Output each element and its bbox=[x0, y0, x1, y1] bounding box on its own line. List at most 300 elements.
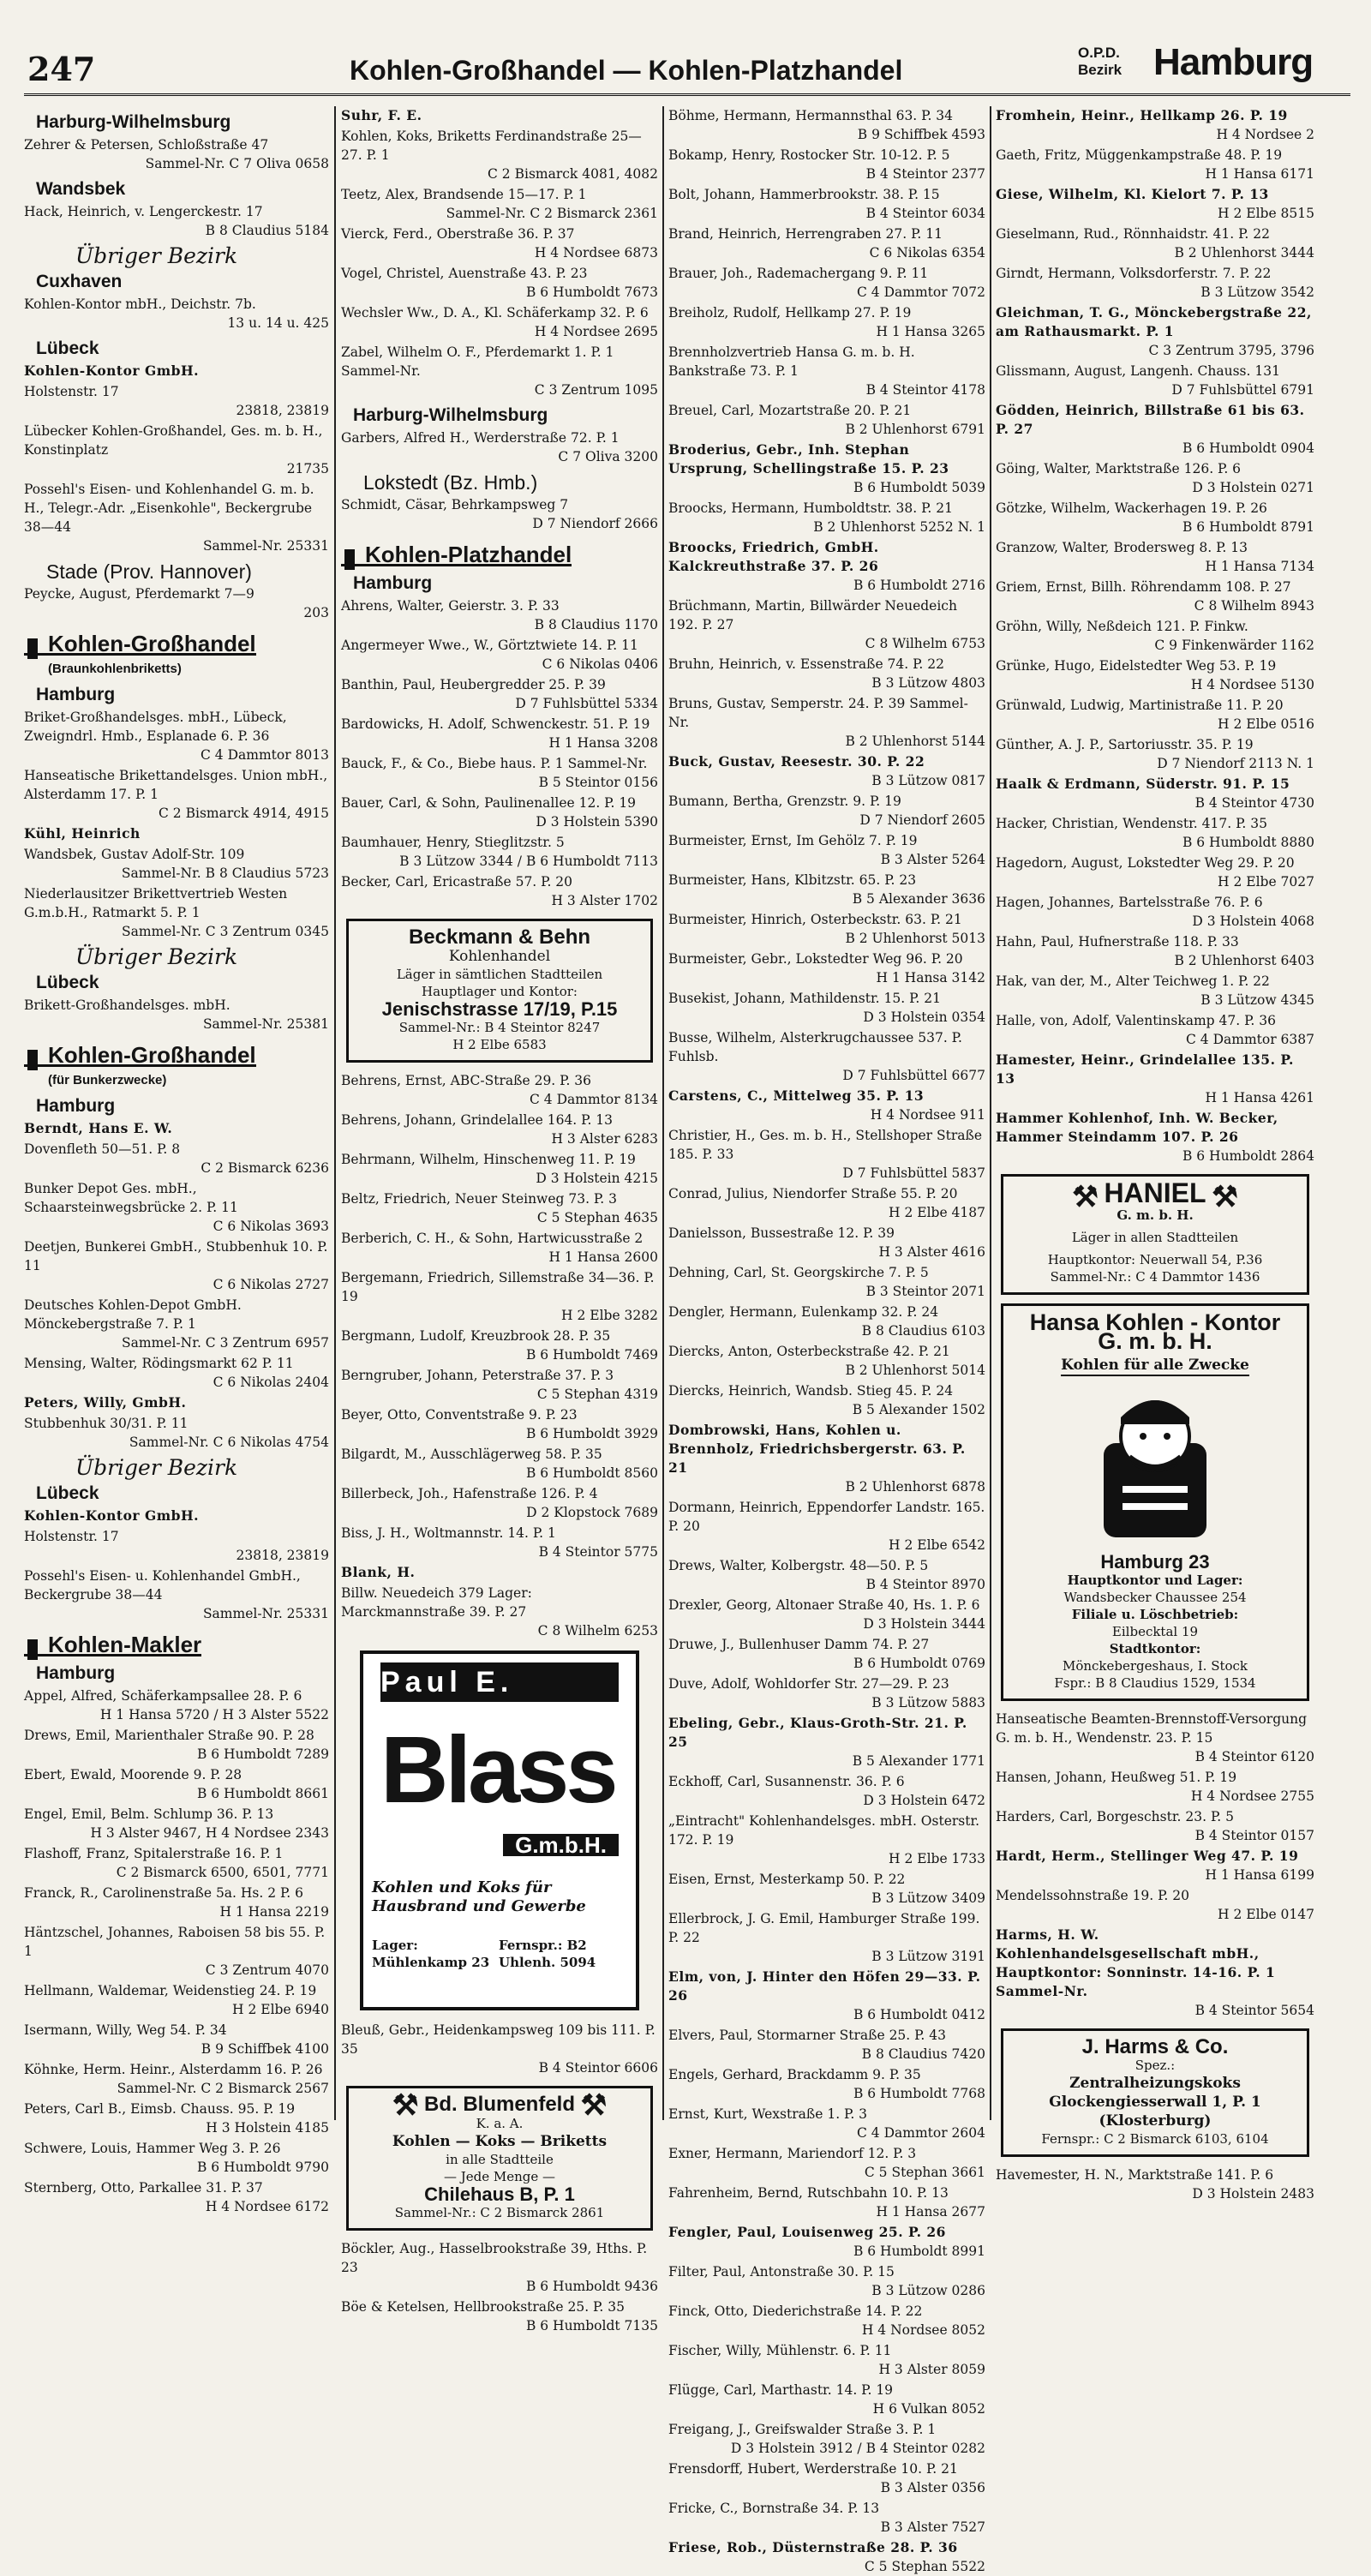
entry-name: Busse, Wilhelm, Alsterkrugchaussee 537. P. Fuhlsb. bbox=[668, 1030, 962, 1064]
entry-phone: C 3 Zentrum 3795, 3796 bbox=[1148, 343, 1314, 358]
entry-name: Haalk & Erdmann, Süderstr. 91. P. 15 bbox=[996, 776, 1290, 792]
entry-phone: B 6 Humboldt 0904 bbox=[1182, 440, 1314, 456]
entry-phone: B 6 Humboldt 7469 bbox=[525, 1347, 658, 1363]
page-header bbox=[24, 34, 1350, 96]
entry-name: Ebeling, Gebr., Klaus-Groth-Str. 21. P. 25 bbox=[668, 1715, 967, 1750]
entry-name: Bergemann, Friedrich, Sillemstraße 34—36. P. 19 bbox=[341, 1270, 655, 1304]
entry-phone: B 5 Alexander 1771 bbox=[852, 1753, 985, 1769]
directory-entry bbox=[24, 1805, 329, 1842]
entry-phone: B 5 Alexander 3636 bbox=[852, 891, 985, 907]
directory-entry bbox=[996, 814, 1314, 852]
entry-phone: D 7 Fuhlsbüttel 5334 bbox=[515, 696, 658, 711]
entry-phone: B 6 Humboldt 2716 bbox=[853, 578, 985, 593]
place-heading: Hamburg bbox=[36, 1096, 116, 1116]
place-heading: Stade (Prov. Hannover) bbox=[46, 560, 252, 583]
entry-name: Eckhoff, Carl, Susannenstr. 36. P. 6 bbox=[668, 1774, 905, 1789]
directory-entry bbox=[341, 1327, 658, 1364]
directory-entry bbox=[668, 185, 985, 223]
entry-phone: C 8 Wilhelm 6253 bbox=[537, 1623, 658, 1638]
directory-entry bbox=[24, 2178, 329, 2216]
entry-name: Deutsches Kohlen-Depot GmbH. Mönckebergstraße 7. P. 1 bbox=[24, 1297, 242, 1332]
place-heading: Lübeck bbox=[36, 973, 99, 992]
directory-entry bbox=[24, 2060, 329, 2098]
place-heading: Hamburg bbox=[353, 573, 433, 593]
directory-entry bbox=[668, 596, 985, 653]
entry-phone: Sammel-Nr. C 7 Oliva 0658 bbox=[145, 156, 329, 171]
directory-entry bbox=[341, 794, 658, 831]
entry-phone: B 2 Uhlenhorst 5014 bbox=[845, 1363, 985, 1378]
directory-entry bbox=[668, 1870, 985, 1908]
entry-phone: B 8 Claudius 1170 bbox=[534, 617, 658, 632]
directory-entry bbox=[341, 636, 658, 674]
entry-name: Bardowicks, H. Adolf, Schwenckestr. 51. P. 19 bbox=[341, 716, 650, 732]
entry-name: Köhnke, Herm. Heinr., Alsterdamm 16. P. 26 bbox=[24, 2062, 323, 2077]
entry-name: Ellerbrock, J. G. Emil, Hamburger Straße 199. P. 22 bbox=[668, 1911, 980, 1945]
entry-name: Girndt, Hermann, Volksdorferstr. 7. P. 22 bbox=[996, 266, 1272, 281]
entry-name: Dehning, Carl, St. Georgskirche 7. P. 5 bbox=[668, 1265, 929, 1280]
entry-name: Behrens, Johann, Grindelallee 164. P. 13 bbox=[341, 1112, 614, 1128]
entry-phone: H 1 Hansa 2677 bbox=[876, 2204, 985, 2220]
entry-phone: D 3 Holstein 4215 bbox=[536, 1171, 658, 1186]
entry-name: Briket-Großhandelsges. mbH., Lübeck, Zweigndrl. Hmb., Esplanade 6. P. 36 bbox=[24, 710, 287, 744]
entry-phone: B 4 Steintor 0157 bbox=[1194, 1827, 1314, 1843]
entry-phone: H 1 Hansa 3265 bbox=[876, 324, 985, 339]
section-heading: Kohlen-Großhandel (Braunkohlenbriketts) bbox=[24, 634, 329, 679]
entry-name: Ernst, Kurt, Wexstraße 1. P. 3 bbox=[668, 2106, 868, 2122]
entry-name: Brauer, Joh., Rademachergang 9. P. 11 bbox=[668, 266, 929, 281]
entry-name: Peycke, August, Pferdemarkt 7—9 bbox=[24, 586, 254, 602]
directory-entry bbox=[668, 2026, 985, 2064]
directory-entry bbox=[996, 106, 1314, 144]
directory-entry bbox=[24, 1393, 329, 1412]
entry-phone: Sammel-Nr. C 6 Nikolas 4754 bbox=[129, 1435, 329, 1450]
entry-phone: 203 bbox=[303, 605, 329, 620]
directory-entry bbox=[668, 1772, 985, 1810]
page-title: Kohlen-Großhandel — Kohlen-Platzhandel bbox=[350, 55, 903, 86]
entry-phone: H 4 Nordsee 2 bbox=[1216, 127, 1314, 142]
directory-entry bbox=[341, 872, 658, 910]
entry-phone: H 2 Elbe 4187 bbox=[889, 1205, 985, 1220]
directory-entry bbox=[996, 1926, 1314, 2020]
directory-entry bbox=[668, 1342, 985, 1380]
entry-phone: H 4 Nordsee 2695 bbox=[534, 324, 658, 339]
entry-name: „Eintracht" Kohlenhandelsges. mbH. Osterstr. 172. P. 19 bbox=[668, 1813, 980, 1848]
page-number: 247 bbox=[27, 50, 96, 88]
directory-entry bbox=[341, 1071, 658, 1109]
entry-name: Hacker, Christian, Wendenstr. 417. P. 35 bbox=[996, 816, 1267, 831]
entry-name: Harders, Carl, Borgeschstr. 23. P. 5 bbox=[996, 1808, 1234, 1824]
entry-name: Bauck, F., & Co., Biebe haus. P. 1 Sammel-Nr. bbox=[341, 756, 648, 771]
entry-name: Vierck, Ferd., Oberstraße 36. P. 37 bbox=[341, 226, 575, 242]
entry-name: Garbers, Alfred H., Werderstraße 72. P. 1 bbox=[341, 430, 620, 446]
entry-name: Angermeyer Wwe., W., Görtztwiete 14. P. 11 bbox=[341, 638, 638, 653]
directory-entry bbox=[668, 2184, 985, 2221]
entry-name: Banthin, Paul, Heubergredder 25. P. 39 bbox=[341, 677, 606, 692]
entry-name: Frensdorff, Hubert, Werderstraße 10. P. 21 bbox=[668, 2461, 958, 2477]
directory-entry bbox=[668, 2341, 985, 2379]
entry-phone: C 4 Dammtor 7072 bbox=[857, 285, 985, 300]
directory-entry bbox=[24, 845, 329, 883]
entry-name: Danielsson, Bussestraße 12. P. 39 bbox=[668, 1225, 895, 1241]
directory-entry bbox=[341, 495, 658, 533]
entry-phone: B 6 Humboldt 7289 bbox=[196, 1746, 329, 1762]
entry-phone: B 4 Steintor 8970 bbox=[865, 1577, 985, 1592]
section-heading: Kohlen-Platzhandel bbox=[341, 545, 658, 567]
directory-entry bbox=[668, 1263, 985, 1301]
directory-entry bbox=[24, 1140, 329, 1177]
entry-name: Kohlen-Kontor GmbH. bbox=[24, 362, 200, 379]
directory-entry bbox=[668, 1714, 985, 1770]
entry-name: Burmeister, Hans, Klbitzstr. 65. P. 23 bbox=[668, 872, 917, 888]
entry-phone: Sammel-Nr. C 3 Zentrum 6957 bbox=[122, 1335, 329, 1351]
directory-entry bbox=[996, 932, 1314, 970]
entry-name: Filter, Paul, Antonstraße 30. P. 15 bbox=[668, 2264, 895, 2279]
entry-name: Berberich, C. H., & Sohn, Hartwicusstraße 2 bbox=[341, 1231, 644, 1246]
entry-name: Appel, Alfred, Schäferkampsallee 28. P. 6 bbox=[24, 1688, 302, 1704]
entry-phone: B 6 Humboldt 8560 bbox=[525, 1465, 658, 1481]
entry-name: Fengler, Paul, Louisenweg 25. P. 26 bbox=[668, 2224, 946, 2240]
region-heading: Übriger Bezirk bbox=[75, 944, 238, 969]
directory-entry bbox=[24, 1237, 329, 1294]
directory-entry bbox=[24, 584, 329, 622]
entry-name: Bunker Depot Ges. mbH., Schaarsteinwegsbrücke 2. P. 11 bbox=[24, 1181, 238, 1215]
entry-phone: B 3 Alster 0356 bbox=[880, 2480, 985, 2495]
entry-phone: D 7 Fuhlsbüttel 5837 bbox=[842, 1165, 985, 1181]
entry-name: Deetjen, Bunkerei GmbH., Stubbenhuk 10. P. 11 bbox=[24, 1239, 328, 1273]
directory-entry bbox=[668, 2302, 985, 2339]
directory-entry bbox=[668, 343, 985, 399]
entry-name: Diercks, Anton, Osterbeckstraße 42. P. 21 bbox=[668, 1344, 950, 1359]
entry-name: Freigang, J., Greifswalder Straße 3. P. 1 bbox=[668, 2422, 937, 2437]
entry-phone: B 2 Uhlenhorst 5013 bbox=[845, 931, 985, 946]
entry-phone: H 4 Nordsee 6172 bbox=[205, 2199, 329, 2214]
directory-entry bbox=[996, 1847, 1314, 1884]
entry-name: Vogel, Christel, Auenstraße 43. P. 23 bbox=[341, 266, 588, 281]
entry-name: Brand, Heinrich, Herrengraben 27. P. 11 bbox=[668, 226, 943, 242]
entry-phone: B 6 Humboldt 7135 bbox=[525, 2317, 658, 2333]
entry-name: Havemester, H. N., Marktstraße 141. P. 6 bbox=[996, 2166, 1274, 2183]
directory-entry bbox=[341, 185, 658, 223]
place-heading: Lokstedt (Bz. Hmb.) bbox=[363, 471, 538, 494]
directory-page bbox=[24, 34, 1350, 2574]
directory-entry bbox=[24, 135, 329, 173]
entry-phone: C 6 Nikolas 2404 bbox=[213, 1375, 329, 1390]
entry-name: Hanseatische Beamten-Brennstoff-Versorgung G. m. b. H., Wendenstr. 23. P. 15 bbox=[996, 1710, 1308, 1746]
city-title: Hamburg bbox=[1153, 41, 1314, 83]
directory-entry bbox=[668, 264, 985, 302]
directory-entry bbox=[668, 1498, 985, 1555]
entry-name: Hagedorn, August, Lokstedter Weg 29. P. 20 bbox=[996, 855, 1295, 871]
entry-name: Flashoff, Franz, Spitalerstraße 16. P. 1 bbox=[24, 1846, 284, 1861]
coal-man-illustration bbox=[1069, 1383, 1241, 1546]
place-heading: Hamburg bbox=[36, 1663, 116, 1683]
entry-phone: C 8 Wilhelm 6753 bbox=[865, 636, 985, 651]
directory-entry bbox=[668, 1909, 985, 1966]
directory-entry bbox=[668, 1556, 985, 1594]
directory-entry bbox=[341, 715, 658, 752]
entry-name: Beyer, Otto, Conventstraße 9. P. 23 bbox=[341, 1407, 578, 1423]
directory-entry bbox=[996, 1051, 1314, 1107]
section-heading: Kohlen-Makler bbox=[24, 1635, 329, 1657]
directory-entry bbox=[996, 459, 1314, 497]
entry-phone: H 1 Hansa 6199 bbox=[1205, 1866, 1314, 1883]
entry-phone: B 3 Lützow 4803 bbox=[871, 675, 985, 691]
entry-name: Gödden, Heinrich, Billstraße 61 bis 63. P. 27 bbox=[996, 402, 1305, 437]
entry-phone: D 3 Holstein 2483 bbox=[1192, 2185, 1314, 2202]
directory-entry bbox=[668, 1184, 985, 1222]
directory-entry bbox=[668, 752, 985, 790]
directory-entry bbox=[24, 884, 329, 941]
entry-phone: Sammel-Nr. B 8 Claudius 5723 bbox=[121, 866, 329, 881]
entry-phone: B 4 Steintor 2377 bbox=[865, 166, 985, 182]
column-divider bbox=[662, 106, 664, 2120]
entry-name: Günther, A. J. P., Sartoriusstr. 35. P. 19 bbox=[996, 737, 1254, 752]
entry-phone: B 3 Lützow 3409 bbox=[871, 1890, 985, 1906]
directory-entry bbox=[341, 1111, 658, 1148]
entry-phone: B 6 Humboldt 9436 bbox=[525, 2278, 658, 2294]
directory-entry bbox=[24, 1923, 329, 1980]
entry-name: Hammer Kohlenhof, Inh. W. Becker, Hammer Steindamm 107. P. 26 bbox=[996, 1110, 1278, 1145]
directory-entry bbox=[668, 1812, 985, 1868]
directory-entry bbox=[668, 989, 985, 1027]
entry-name: Breuel, Carl, Mozartstraße 20. P. 21 bbox=[668, 403, 912, 418]
entry-name: Giese, Wilhelm, Kl. Kielort 7. P. 13 bbox=[996, 186, 1269, 202]
directory-entry bbox=[668, 831, 985, 869]
entry-name: Possehl's Eisen- u. Kohlenhandel GmbH., Beckergrube 38—44 bbox=[24, 1568, 301, 1603]
entry-phone: H 2 Elbe 0516 bbox=[1218, 716, 1314, 732]
entry-phone: B 8 Claudius 7420 bbox=[861, 2046, 985, 2062]
entry-phone: C 5 Stephan 3661 bbox=[864, 2165, 985, 2180]
directory-entry bbox=[668, 146, 985, 183]
entry-phone: B 4 Steintor 4730 bbox=[1194, 795, 1314, 811]
entry-phone: B 9 Schiffbek 4100 bbox=[201, 2041, 329, 2057]
entry-phone: D 7 Fuhlsbüttel 6791 bbox=[1171, 382, 1314, 398]
entry-phone: C 4 Dammtor 8013 bbox=[201, 747, 329, 763]
entry-phone: D 3 Holstein 6472 bbox=[863, 1793, 985, 1808]
advert-harms: J. Harms & Co. Spez.: Zentralheizungskoks Glockengiesserwall 1, P. 1 (Klosterburg) Fernspr.: C 2 Bismarck 6103, 6104 bbox=[1001, 2028, 1309, 2157]
entry-phone: B 8 Claudius 6103 bbox=[861, 1323, 985, 1339]
advert-haniel: ⚒ HANIEL ⚒ G. m. b. H. Läger in allen Stadtteilen Hauptkontor: Neuerwall 54, P.36 Sammel-Nr.: C 4 Dammtor 1436 bbox=[1001, 1174, 1309, 1295]
entry-name: Christier, H., Ges. m. b. H., Stellshoper Straße 185. P. 33 bbox=[668, 1128, 983, 1162]
entry-name: Hack, Heinrich, v. Lengerckestr. 17 bbox=[24, 204, 263, 219]
directory-entry bbox=[341, 1268, 658, 1325]
hammer-icon: ⚒ bbox=[1072, 1180, 1099, 1213]
entry-phone: H 3 Alster 1702 bbox=[551, 893, 658, 908]
entry-phone: B 6 Humboldt 8791 bbox=[1182, 519, 1314, 535]
entry-name: Buck, Gustav, Reesestr. 30. P. 22 bbox=[668, 753, 925, 770]
directory-entry bbox=[24, 1981, 329, 2019]
entry-name: Burmeister, Hinrich, Osterbeckstr. 63. P. 21 bbox=[668, 912, 962, 927]
entry-name: Niederlausitzer Brikettvertrieb Westen G.m.b.H., Ratmarkt 5. P. 1 bbox=[24, 886, 288, 920]
entry-phone: C 6 Nikolas 3693 bbox=[213, 1219, 329, 1234]
entry-phone: C 5 Stephan 5522 bbox=[864, 2559, 985, 2574]
entry-phone: H 1 Hansa 2600 bbox=[548, 1249, 658, 1265]
directory-entry bbox=[668, 1303, 985, 1340]
entry-name: Dormann, Heinrich, Eppendorfer Landstr. 165. P. 20 bbox=[668, 1500, 985, 1534]
entry-phone: H 2 Elbe 6940 bbox=[232, 2002, 329, 2017]
entry-phone: C 8 Wilhelm 8943 bbox=[1194, 598, 1314, 614]
entry-phone: H 6 Vulkan 8052 bbox=[872, 2401, 985, 2417]
entry-name: Bruns, Gustav, Semperstr. 24. P. 39 Sammel-Nr. bbox=[668, 696, 968, 730]
directory-entry bbox=[668, 871, 985, 908]
entry-phone: H 1 Hansa 6171 bbox=[1205, 166, 1314, 182]
directory-entry bbox=[341, 1524, 658, 1561]
entry-name: Bumann, Bertha, Grenzstr. 9. P. 19 bbox=[668, 794, 901, 809]
entry-phone: D 3 Holstein 3444 bbox=[863, 1616, 985, 1632]
entry-phone: B 3 Lützow 3344 / B 6 Humboldt 7113 bbox=[399, 854, 658, 869]
entry-phone: B 3 Steintor 2071 bbox=[865, 1284, 985, 1299]
entry-phone: H 3 Holstein 4185 bbox=[206, 2120, 329, 2136]
directory-entry bbox=[341, 1484, 658, 1522]
entry-phone: B 2 Uhlenhorst 6878 bbox=[845, 1479, 985, 1495]
entry-phone: D 3 Holstein 0354 bbox=[863, 1009, 985, 1025]
entry-name: Brüchmann, Martin, Billwärder Neuedeich 192. P. 27 bbox=[668, 598, 957, 632]
entry-name: Conrad, Julius, Niendorfer Straße 55. P. 20 bbox=[668, 1186, 958, 1201]
directory-entry bbox=[668, 950, 985, 987]
entry-name: Bergmann, Ludolf, Kreuzbrook 28. P. 35 bbox=[341, 1328, 611, 1344]
entry-name: Ahrens, Walter, Geierstr. 3. P. 33 bbox=[341, 598, 560, 614]
directory-entry bbox=[996, 1011, 1314, 1049]
directory-entry bbox=[24, 295, 329, 332]
entry-name: Grünke, Hugo, Eidelstedter Weg 53. P. 19 bbox=[996, 658, 1277, 674]
entry-name: Biss, J. H., Woltmannstr. 14. P. 1 bbox=[341, 1525, 556, 1541]
entry-name: Dovenfleth 50—51. P. 8 bbox=[24, 1141, 181, 1157]
directory-entry bbox=[341, 225, 658, 262]
entry-phone: H 3 Alster 8059 bbox=[878, 2362, 985, 2377]
entry-phone: D 3 Holstein 3912 / B 4 Steintor 0282 bbox=[730, 2441, 985, 2456]
entry-name: Friese, Rob., Düsternstraße 28. P. 36 bbox=[668, 2539, 958, 2555]
entry-phone: B 4 Steintor 6034 bbox=[865, 206, 985, 221]
entry-name: Stubbenhuk 30/31. P. 11 bbox=[24, 1416, 189, 1431]
directory-entry bbox=[668, 225, 985, 262]
entry-phone: D 3 Holstein 0271 bbox=[1192, 480, 1314, 495]
directory-entry bbox=[341, 1189, 658, 1227]
entry-name: Kohlen-Kontor mbH., Deichstr. 7b. bbox=[24, 297, 256, 312]
directory-entry bbox=[341, 833, 658, 871]
entry-name: Kohlen, Koks, Briketts Ferdinandstraße 25—27. P. 1 bbox=[341, 129, 642, 163]
entry-name: Breiholz, Rudolf, Hellkamp 27. P. 19 bbox=[668, 305, 912, 321]
entry-name: Fromhein, Heinr., Hellkamp 26. P. 19 bbox=[996, 107, 1288, 123]
directory-entry bbox=[668, 1968, 985, 2024]
entry-phone: 23818, 23819 bbox=[236, 1548, 329, 1563]
entry-phone: C 5 Stephan 4635 bbox=[536, 1210, 658, 1225]
directory-entry bbox=[668, 2105, 985, 2142]
entry-phone: B 2 Uhlenhorst 6791 bbox=[845, 422, 985, 437]
entry-phone: B 4 Steintor 6120 bbox=[1194, 1748, 1314, 1764]
directory-entry bbox=[24, 2139, 329, 2177]
entry-name: Broocks, Hermann, Humboldtstr. 38. P. 21 bbox=[668, 500, 953, 516]
directory-entry bbox=[341, 2021, 658, 2077]
directory-entry bbox=[24, 766, 329, 823]
directory-entry bbox=[996, 775, 1314, 812]
entry-name: Carstens, C., Mittelweg 35. P. 13 bbox=[668, 1087, 925, 1104]
directory-entry bbox=[668, 538, 985, 595]
directory-entry bbox=[668, 401, 985, 439]
directory-entry bbox=[341, 2239, 658, 2296]
directory-entry bbox=[668, 1126, 985, 1183]
entry-name: Göing, Walter, Marktstraße 126. P. 6 bbox=[996, 461, 1242, 476]
entry-phone: B 2 Uhlenhorst 5252 N. 1 bbox=[813, 519, 985, 535]
entry-name: Busekist, Johann, Mathildenstr. 15. P. 21 bbox=[668, 991, 941, 1006]
entry-name: Fischer, Willy, Mühlenstr. 6. P. 11 bbox=[668, 2343, 892, 2358]
entry-name: Dombrowski, Hans, Kohlen u. Brennholz, Friedrichsbergerstr. 63. P. 21 bbox=[668, 1422, 966, 1476]
entry-phone: C 5 Stephan 4319 bbox=[536, 1387, 658, 1402]
entry-phone: C 4 Dammtor 6387 bbox=[1186, 1032, 1314, 1047]
entry-name: Hansen, Johann, Heußweg 51. P. 19 bbox=[996, 1769, 1237, 1785]
entry-name: Burmeister, Ernst, Im Gehölz 7. P. 19 bbox=[668, 833, 918, 848]
column-divider bbox=[990, 106, 991, 2120]
entry-phone: B 8 Claudius 5184 bbox=[205, 223, 329, 238]
directory-entry bbox=[341, 596, 658, 634]
directory-entry bbox=[996, 401, 1314, 458]
entry-name: Bauer, Carl, & Sohn, Paulinenallee 12. P. 19 bbox=[341, 795, 637, 811]
directory-entry bbox=[24, 1884, 329, 1921]
entry-phone: 13 u. 14 u. 425 bbox=[227, 315, 329, 331]
directory-entry bbox=[668, 440, 985, 497]
place-heading: Hamburg bbox=[36, 685, 116, 704]
entry-name: Gieselmann, Rud., Rönnhaidstr. 41. P. 22 bbox=[996, 226, 1270, 242]
entry-phone: H 4 Nordsee 6873 bbox=[534, 245, 658, 261]
directory-entry bbox=[668, 1421, 985, 1496]
directory-entry bbox=[668, 2420, 985, 2458]
entry-phone: B 4 Steintor 5654 bbox=[1194, 2002, 1314, 2018]
entry-name: Lübecker Kohlen-Großhandel, Ges. m. b. H., Konstinplatz bbox=[24, 423, 323, 458]
entry-phone: C 2 Bismarck 6500, 6501, 7771 bbox=[116, 1865, 329, 1880]
entry-name: Brennholzvertrieb Hansa G. m. b. H. Bankstraße 73. P. 1 bbox=[668, 344, 915, 379]
entry-name: Beltz, Friedrich, Neuer Steinweg 73. P. 3 bbox=[341, 1191, 617, 1207]
entry-name: Mensing, Walter, Rödingsmarkt 62 P. 11 bbox=[24, 1356, 294, 1371]
entry-phone: D 7 Fuhlsbüttel 6677 bbox=[842, 1068, 985, 1083]
entry-phone: C 3 Zentrum 4070 bbox=[205, 1962, 329, 1978]
directory-entry bbox=[996, 735, 1314, 773]
entry-name: Holstenstr. 17 bbox=[24, 384, 119, 399]
directory-entry bbox=[341, 1150, 658, 1188]
entry-name: Teetz, Alex, Brandsende 15—17. P. 1 bbox=[341, 187, 587, 202]
directory-entry bbox=[341, 1563, 658, 1582]
entry-name: Schwere, Louis, Hammer Weg 3. P. 26 bbox=[24, 2141, 281, 2156]
directory-entry bbox=[668, 2459, 985, 2497]
place-heading: Wandsbek bbox=[36, 179, 126, 199]
entry-name: Hahn, Paul, Hufnerstraße 118. P. 33 bbox=[996, 934, 1239, 950]
directory-entry bbox=[24, 1844, 329, 1882]
directory-entry bbox=[24, 1179, 329, 1236]
entry-name: Granzow, Walter, Brodersweg 8. P. 13 bbox=[996, 540, 1248, 555]
entry-name: Böe & Ketelsen, Hellbrookstraße 25. P. 35 bbox=[341, 2298, 625, 2315]
entry-phone: C 9 Finkenwärder 1162 bbox=[1154, 638, 1314, 653]
entry-name: Sternberg, Otto, Parkallee 31. P. 37 bbox=[24, 2180, 263, 2196]
place-heading: Harburg-Wilhelmsburg bbox=[36, 112, 231, 132]
directory-entry bbox=[668, 2499, 985, 2537]
entry-phone: H 2 Elbe 3282 bbox=[561, 1308, 658, 1323]
hammer-icon: ⚒ bbox=[580, 2088, 608, 2122]
entry-name: Billerbeck, Joh., Hafenstraße 126. P. 4 bbox=[341, 1486, 598, 1501]
entry-name: Druwe, J., Bullenhuser Damm 74. P. 27 bbox=[668, 1637, 930, 1652]
entry-name: Zabel, Wilhelm O. F., Pferdemarkt 1. P. 1 Sammel-Nr. bbox=[341, 344, 614, 379]
entry-phone: C 2 Bismarck 4081, 4082 bbox=[488, 166, 658, 182]
entry-name: Engels, Gerhard, Brackdamm 9. P. 35 bbox=[668, 2067, 921, 2082]
entry-phone: B 6 Humboldt 7673 bbox=[525, 285, 658, 300]
directory-entry bbox=[996, 1768, 1314, 1806]
entry-phone: H 2 Elbe 1733 bbox=[889, 1851, 985, 1866]
entry-phone: Sammel-Nr. 25331 bbox=[202, 1606, 329, 1621]
entry-phone: B 6 Humboldt 0769 bbox=[853, 1656, 985, 1671]
entry-phone: H 3 Alster 4616 bbox=[878, 1244, 985, 1260]
directory-entry bbox=[341, 264, 658, 302]
directory-entry bbox=[341, 428, 658, 466]
directory-entry bbox=[24, 362, 329, 380]
directory-entry bbox=[996, 2166, 1314, 2203]
entry-name: Grünwald, Ludwig, Martinistraße 11. P. 20 bbox=[996, 698, 1284, 713]
